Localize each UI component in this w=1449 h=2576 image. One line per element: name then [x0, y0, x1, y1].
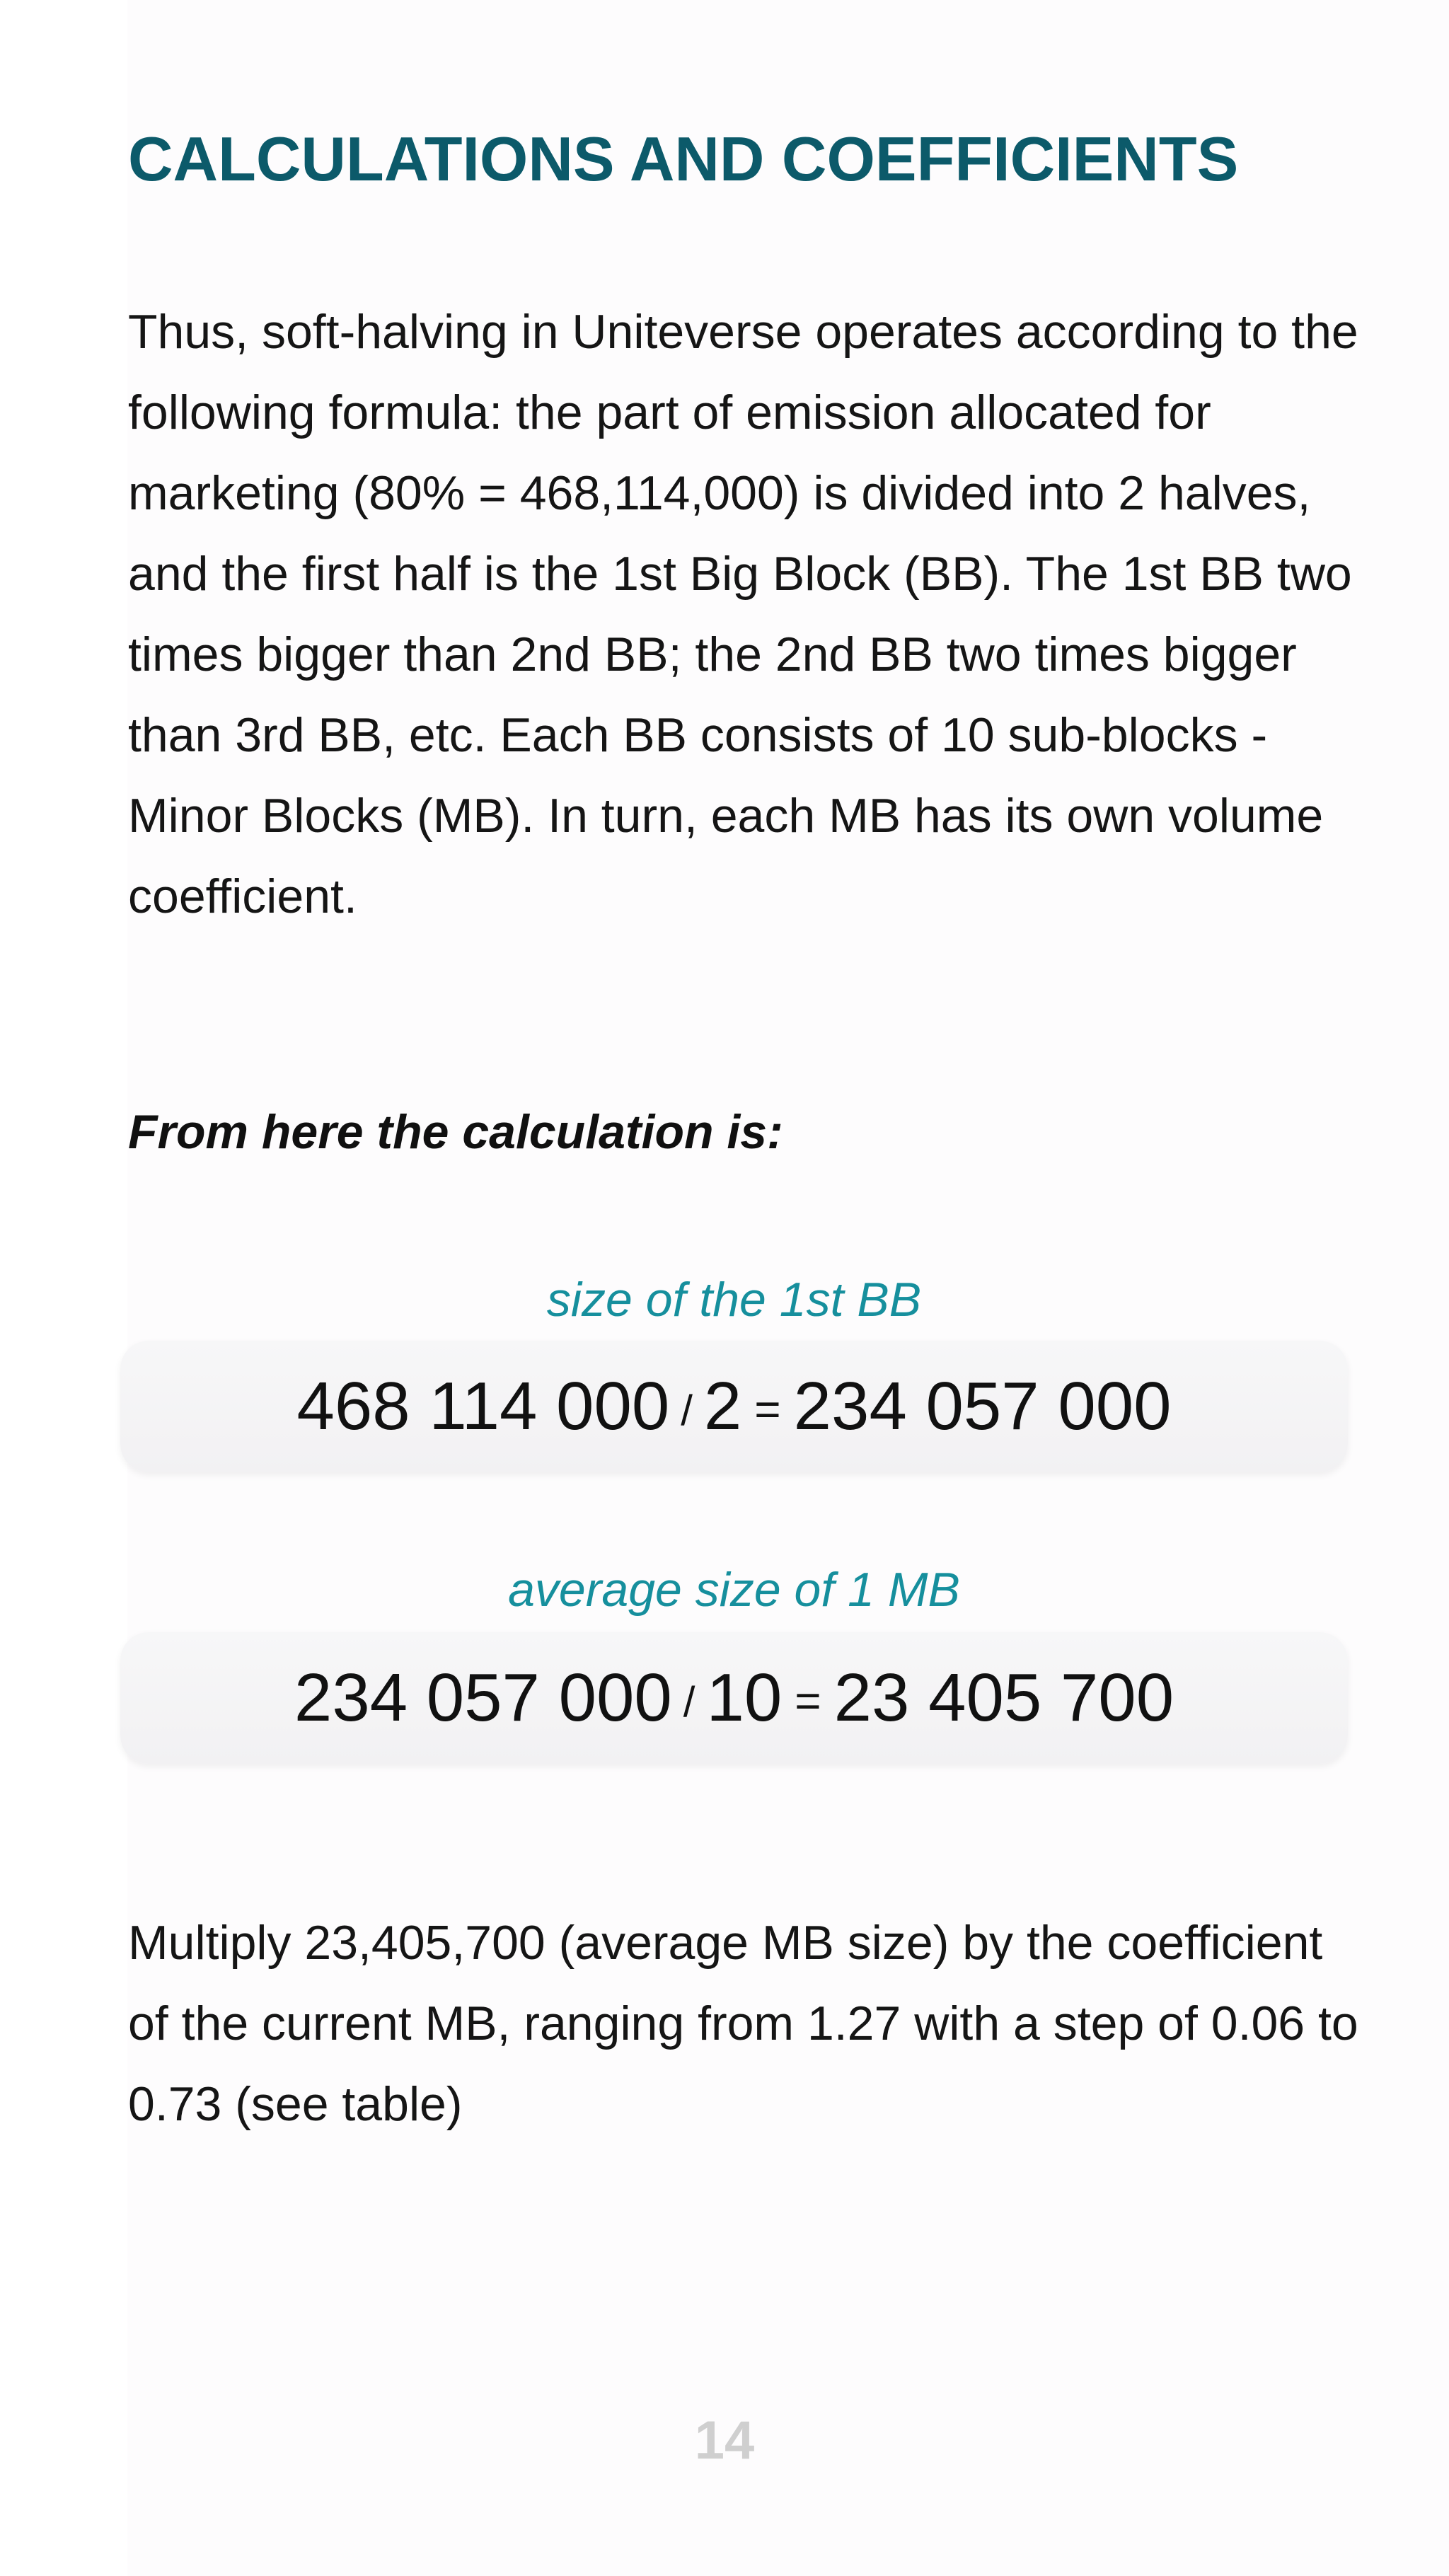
- equals-operator: =: [754, 1384, 781, 1435]
- first-calculation-caption: size of the 1st BB: [546, 1273, 922, 1327]
- first-calculation-right-value: 2: [703, 1368, 742, 1444]
- second-calculation-box: [120, 1632, 1348, 1764]
- first-calculation-box: [120, 1341, 1348, 1472]
- division-operator: /: [683, 1678, 695, 1726]
- equals-operator: =: [795, 1675, 821, 1726]
- division-operator: /: [681, 1387, 693, 1434]
- second-calculation-left-value: 234 057 000: [294, 1660, 672, 1735]
- page-number: 14: [694, 2410, 755, 2471]
- intro-paragraph: Thus, soft-halving in Uniteverse operates according to the following formula: the part of emission allocated for marketing (80% = 468,114,000) is divided into 2 halves, and the first half is the 1st Big Block (BB). The 1st BB two times bigger than 2nd BB; the 2nd BB two times bigger than 3rd BB, etc. Each BB consists of 10 sub-blocks - Minor Blocks (MB). In turn, each MB has its own volume coefficient.: [128, 305, 1358, 923]
- second-calculation-result: 23 405 700: [833, 1660, 1174, 1735]
- second-calculation-caption: average size of 1 MB: [508, 1563, 960, 1617]
- closing-paragraph: Multiply 23,405,700 (average MB size) by the coefficient of the current MB, ranging from 1.27 with a step of 0.06 to 0.73 (see table): [128, 1916, 1358, 2131]
- first-calculation-left-value: 468 114 000: [296, 1368, 670, 1444]
- second-calculation-right-value: 10: [706, 1660, 783, 1735]
- first-calculation-result: 234 057 000: [793, 1368, 1172, 1444]
- calculation-intro: From here the calculation is:: [128, 1105, 783, 1159]
- page-title: CALCULATIONS AND COEFFICIENTS: [128, 124, 1239, 194]
